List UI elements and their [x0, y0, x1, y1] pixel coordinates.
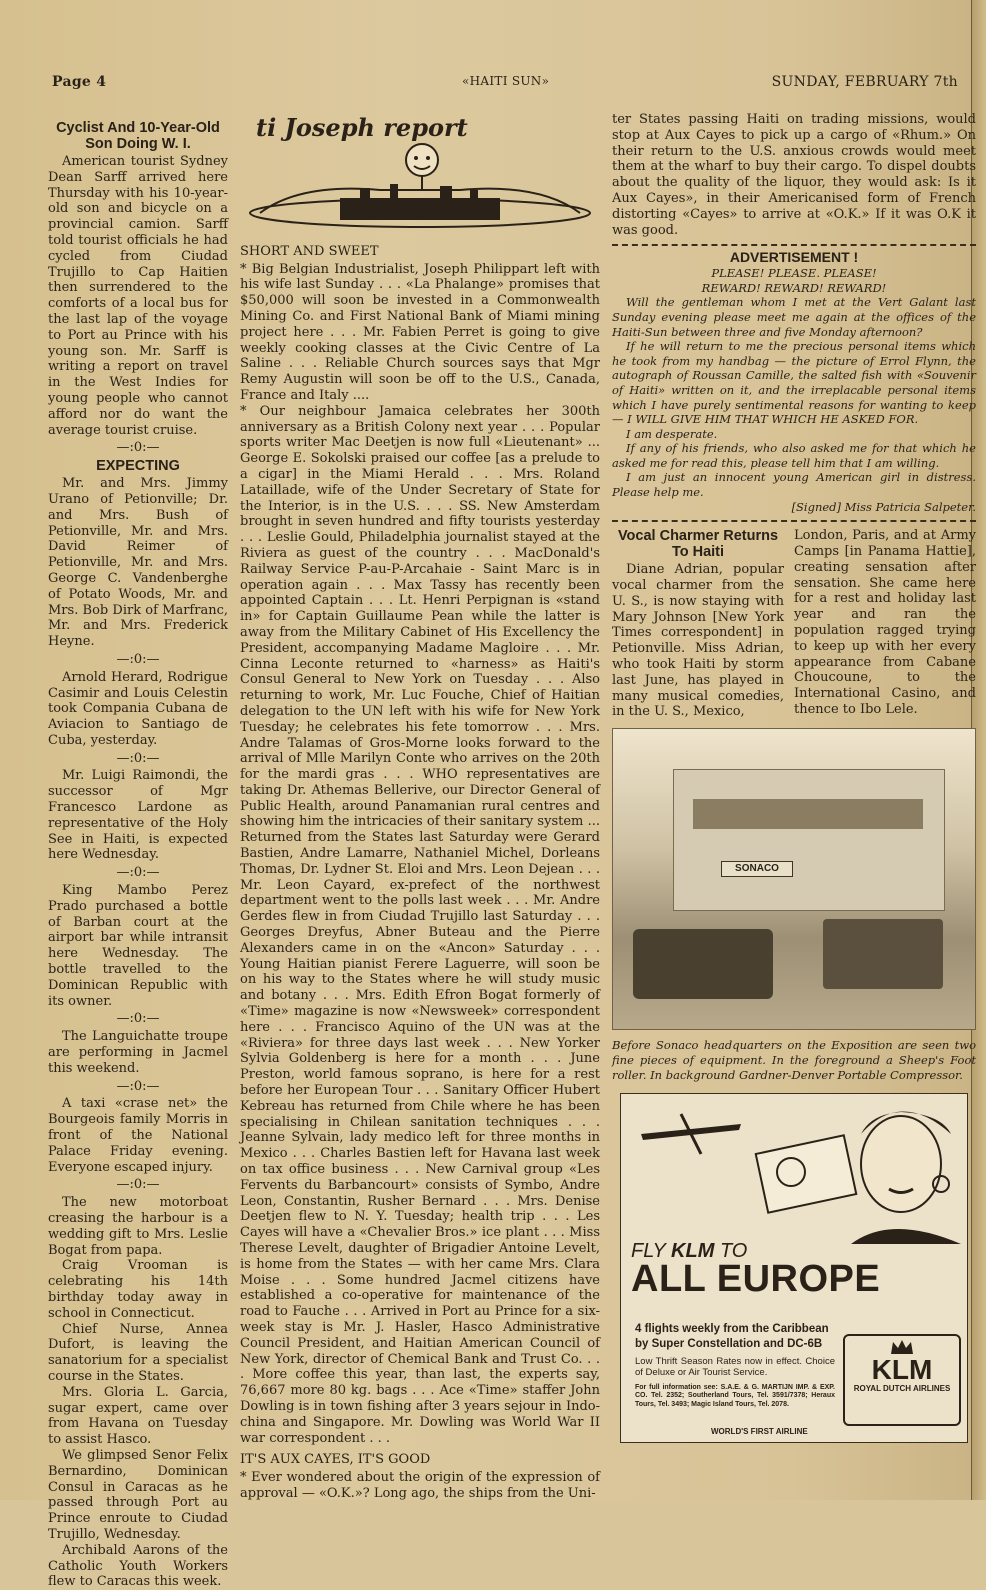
ad-line: PLEASE! PLEASE. PLEASE!: [711, 266, 877, 281]
ad-signature: [Signed] Miss Patricia Salpeter.: [791, 499, 976, 514]
brief: King Mambo Perez Prado purchased a bottle of Barban court at the airport bar while intransit here Wednesday. The bottle travelled to the Dominican Republic with its owner.: [48, 883, 228, 1009]
sonaco-photo: [612, 728, 976, 1030]
crown-icon: [889, 1338, 915, 1356]
separator: —:0:—: [116, 865, 160, 881]
klm-flights-line1: 4 flights weekly from the Caribbean: [635, 1323, 829, 1336]
item-paragraph: * Our neighbour Jamaica celebrates her 300th anniversary as a British Colony next year . . . Popular sports writer Mac Deetjen is now full «Lieutenant» ... George E. Sokolski praised our coffee [as a prelude to a cigar] in the Miami Herald . . . Mrs. Roland Lataillade, wife of the Under Secretary of State for the Interior, is in the U.S. . . . SS. New Amsterdam brought in seven hundred and fifty tourists yesterday . . . Leslie Gould, Philadelphia journalist stayed at the Riviera as guest of the country . . . MacDonald's Railway Service P-au-P-Arcahaie - Saint Marc is in operation again . . . Max Tassy has recently been appointed Captain . . . Lt. Henri Perpignan is «stand in» for Captain Guillaume Pean while the latter is away from the Military Cabinet of His Excellency the President, accompanying Madame Magloire . . . Mr. Cinna Leconte returned to «harness» as Haiti's Consul General to New York on Tuesday . . . Also returning to work, Mr. Luc Fouche, Chief of Haitian delegation to the UN left with his wife for New York Tuesday; he celebrates his fete tomorrow . . . Mrs. Andre Talamas of Gros-Morne looks forward to the arrival of Mlle Marilyn Conte who arrives on the 20th for the mardi gras . . . WHO representatives are taking Dr. Athemas Bellerive, our Director General of Public Health, around Panamanian rural centres and showing him the intricacies of their sanitary system ... Returned from the States last Saturday were Gerard Bastien, Andre Lamarre, Nathaniel Michel, Dorleans Thomas, Dr. Lydner St. Eloi and Mrs. Leon Dejean . . . Mr. Leon Cayard, ex-prefect of the northwest department went to the polls last week . . . Mr. Andre Gerdes flew in from Ciudad Trujillo last Saturday . . . Georges Dreyfus, Abner Buteau and the Pierre Alexanders came in on the «Ancon» Saturday . . . Young Haitian pianist Ferere Laguerre, will soon be on his way to the States where he will study music and botany . . . Mrs. Edith Efron Bogat formerly of «Time» magazine is now «Newsweek» correspondent here . . . Francisco Aquino of the UN was at the «Riviera» for three days last week . . . New Yorker Sylvia Goldenberg is here for a month . . . June Preston, world famous soprano, is here for a rest before her European Tour . . . Sanitary Officer Hubert Kebreau has returned from Chile where he has been specialising in Chilean sanitation techniques . . . Jeanne Sylvain, lady medico left for three months in Mexico . . . Charles Bastien left for Havana last week on tax office business . . . New Carnival group «Les Fervents du Barbancourt» consists of Symbo, Andre Leon, Constantin, Rusher Bernard . . . Mrs. Denise Deetjen flew to N. Y. Tuesday; health trip . . . Les Cayes will have a «Chevalier Bros.» ice plant . . . Miss Therese Levelt, daughter of Brigadier Antoine Levelt, is home from the States — with her came Mrs. Clara Moise . . . Some hundred Jacmel citizens have established a co-operative for maintenance of the road to Fauche . . . Arrived in Port au Prince for a six-week stay is Mr. J. Hasler, Hasco Administrative Council President, and Haitian American Council of New York, director of Chemical Bank and Trust Co. . . . More coffee this year, than last, the experts say, 76,667 more 80 kg. bags . . . Ace «Time» staffer John Dowling is in town fishing after 3 years sejour in Indo-china and Singapore. Mr. Dowling was World War II war correspondent . . .: [240, 403, 600, 1446]
brief: The Languichatte troupe are performing in Jacmel this weekend.: [48, 1029, 228, 1076]
klm-info: For full information see: S.A.E. & G. MARTIJN IMP. & EXP. CO. Tel. 2352; Southerland Tours, Tel. 3591/7378; Heraux Tours, Tel. 3493; Magic Island Tours, Tel. 2078.: [635, 1384, 835, 1408]
story-expecting: Mr. and Mrs. Jimmy Urano of Petionville; Dr. and Mrs. Bush of Petionville, Mr. and Mrs. David Reimer of Petionville, Mr. and Mrs. George C. Vandenberghe of Potato Woods, Mr. and Mrs. Bob Dirk of Marfranc, Mr. and Mrs. Frederick Heyne.: [48, 476, 228, 650]
section-aux-cayes: IT'S AUX CAYES, IT'S GOOD: [240, 1452, 431, 1468]
column-middle: [240, 113, 600, 1502]
klm-word: KLM: [671, 1240, 715, 1263]
story-vocal-charmer-cont: London, Paris, and at Army Camps [in Panama Hattie], creating sensation after sensation. She came here for a rest and holiday last year and ran the population ragged trying to keep up with her every appearance from Cabane Choucoune, to the International Casino, and thence to Ibo Lele.: [794, 528, 976, 718]
brief: A taxi «crase net» the Bourgeois family Morris in front of the National Palace Friday evening. Everyone escaped injury.: [48, 1096, 228, 1175]
separator: —:0:—: [116, 1011, 160, 1027]
klm-all-europe: ALL EUROPE: [631, 1258, 881, 1301]
headline-expecting: EXPECTING: [96, 458, 180, 475]
brief: The new motorboat creasing the harbour is a wedding gift to Mrs. Leslie Bogat from papa.: [48, 1195, 228, 1258]
building-band: [693, 799, 923, 829]
klm-flights-line2: by Super Constellation and DC-6B: [635, 1338, 823, 1351]
item-paragraph: * Big Belgian Industrialist, Joseph Philippart left with his wife last Sunday . . . «La Phalange» promises that $50,000 will soon be invested in a Commonwealth Mining Co. and First National Bank of Miami mining project here . . . Mr. Fabien Perret is going to give weekly cooking classes at the Civic Centre of La Saline . . . Reliable Church sources says that Mgr Remy Augustin will soon be off to the U.S., Canada, France and Italy ....: [240, 261, 600, 403]
story-ok-continued: ter States passing Haiti on trading missions, would stop at Aux Cayes to pick up a cargo of «Rhum.» On their return to the U.S. anxious crowds would meet them at the wharf to buy their cargo. To dispel doubts about the quality of the liquor, they would ask: Is it Aux Cayes», in their Americanised form of French distorting «Cayes» to arrive at «O.K.» If it was O.K it was good.: [612, 112, 976, 238]
separator: —:0:—: [116, 1177, 160, 1193]
klm-logo: [843, 1334, 961, 1426]
compressor-shape: [823, 919, 943, 989]
klm-thrift: Low Thrift Season Rates now in effect. Choice of Deluxe or Air Tourist Service.: [635, 1356, 835, 1379]
klm-illustration: [621, 1094, 967, 1244]
klm-logo-sub: ROYAL DUTCH AIRLINES: [853, 1384, 951, 1394]
column-left: [48, 120, 228, 1590]
vocal-charmer-left: [612, 528, 784, 720]
section-short-and-sweet: SHORT AND SWEET: [240, 243, 379, 259]
klm-worlds-first: WORLD'S FIRST AIRLINE: [711, 1427, 808, 1437]
brief: Mr. Luigi Raimondi, the successor of Mgr Francesco Lardone as representative of the Holy See in Haiti, is expected here Wednesday.: [48, 768, 228, 863]
column-right: [612, 112, 976, 1443]
advertisement-heading: ADVERTISEMENT !: [729, 249, 859, 266]
klm-advertisement: [620, 1093, 968, 1443]
klm-fly: FLY: [631, 1240, 666, 1263]
issue-date: SUNDAY, FEBRUARY 7th: [771, 74, 958, 90]
story-cyclist: American tourist Sydney Dean Sarff arrived here Thursday with his 10-year-old son and bicycle on a provincial camion. Sarff told tourist officials he had cycled from Ciudad Trujillo to Cap Haitien then surrendered to the comforts of a local bus for the last lap of the voyage to Port au Prince with his young son. Mr. Sarff is writing a report on travel in the West Indies for young people who cannot afford nor do want the average tourist cruise.: [48, 154, 228, 438]
ad-paragraph: If he will return to me the precious personal items which he took from my handbag — the picture of Errol Flynn, the autograph of Roussan Camille, the salted fish with «Souvenir of Haiti» written on it, and the irreplacable personal items which I have purely sentimental reasons for wanting to keep — I WILL GIVE HIM THAT WHICH HE ASKED FOR.: [612, 339, 976, 427]
separator: —:0:—: [116, 1078, 160, 1094]
paper-name: «HAITI SUN»: [462, 74, 550, 88]
separator: —:0:—: [116, 651, 160, 667]
headline-vocal-charmer: Vocal Charmer Returns To Haiti: [617, 528, 779, 561]
ad-paragraph: Will the gentleman whom I met at the Vert Galant last Sunday evening please meet me again at the offices of the Haiti-Sun between three and five Monday afternoon?: [612, 295, 976, 339]
divider: [612, 244, 976, 246]
brief: Mrs. Gloria L. Garcia, sugar expert, came over from Havana on Tuesday to assist Hasco.: [48, 1384, 228, 1448]
ad-paragraph: I am desperate.: [626, 426, 718, 441]
ad-paragraph: I am just an innocent young American girl in distress. Please help me.: [612, 470, 976, 500]
brief: Craig Vrooman is celebrating his 14th birthday today away in school in Connecticut.: [48, 1258, 228, 1321]
building-shape: [673, 769, 945, 911]
advertisement-body: [612, 266, 976, 514]
headline-cyclist: Cyclist And 10-Year-Old Son Doing W. I.: [56, 120, 220, 152]
page-number: Page 4: [52, 74, 107, 90]
column-title: ti Joseph report: [256, 113, 468, 142]
photo-caption: Before Sonaco headquarters on the Exposition are seen two fine pieces of equipment. In the foreground a Sheep's Foot roller. In background Gardner-Denver Portable Compressor.: [612, 1038, 976, 1083]
divider: [612, 520, 976, 522]
vocal-charmer-right: [794, 528, 976, 720]
brief: Arnold Herard, Rodrigue Casimir and Louis Celestin took Compania Cubana de Aviacion to Santiago de Cuba, yesterday.: [48, 669, 228, 748]
roller-shape: [633, 929, 773, 999]
brief: Archibald Aarons of the Catholic Youth Workers flew to Caracas this week.: [48, 1542, 228, 1590]
ti-joseph-cartoon: [240, 138, 600, 238]
page-header: [52, 74, 958, 94]
klm-flights: [635, 1322, 829, 1352]
ad-paragraph: If any of his friends, who also asked me for that which he asked me for read this, please tell him that I am willing.: [612, 441, 976, 470]
ad-line: REWARD! REWARD! REWARD!: [701, 280, 887, 295]
separator: —:0:—: [116, 440, 160, 456]
story-vocal-charmer: Diane Adrian, popular vocal charmer from the U. S., is now staying with Mary Johnson [New York Times correspondent] in Petionville. Miss Adrian, who took Haiti by storm last June, has played in many musical comedies, in the U. S., Mexico,: [612, 562, 784, 720]
brief: Chief Nurse, Annea Dufort, is leaving the sanatorium for a specialist course in the States.: [48, 1321, 228, 1384]
klm-logo-text: KLM: [871, 1354, 933, 1386]
brief: We glimpsed Senor Felix Bernardino, Dominican Consul in Caracas as he passed through Port au Prince enroute to Ciudad Trujillo, Wednesday.: [48, 1447, 228, 1542]
separator: —:0:—: [116, 750, 160, 766]
sonaco-sign: SONACO: [721, 861, 793, 877]
klm-to: TO: [719, 1240, 748, 1263]
item-paragraph: * Ever wondered about the origin of the expression of approval — «O.K.»? Long ago, the ships from the Uni-: [240, 1470, 600, 1501]
vocal-charmer-story: [612, 528, 976, 720]
